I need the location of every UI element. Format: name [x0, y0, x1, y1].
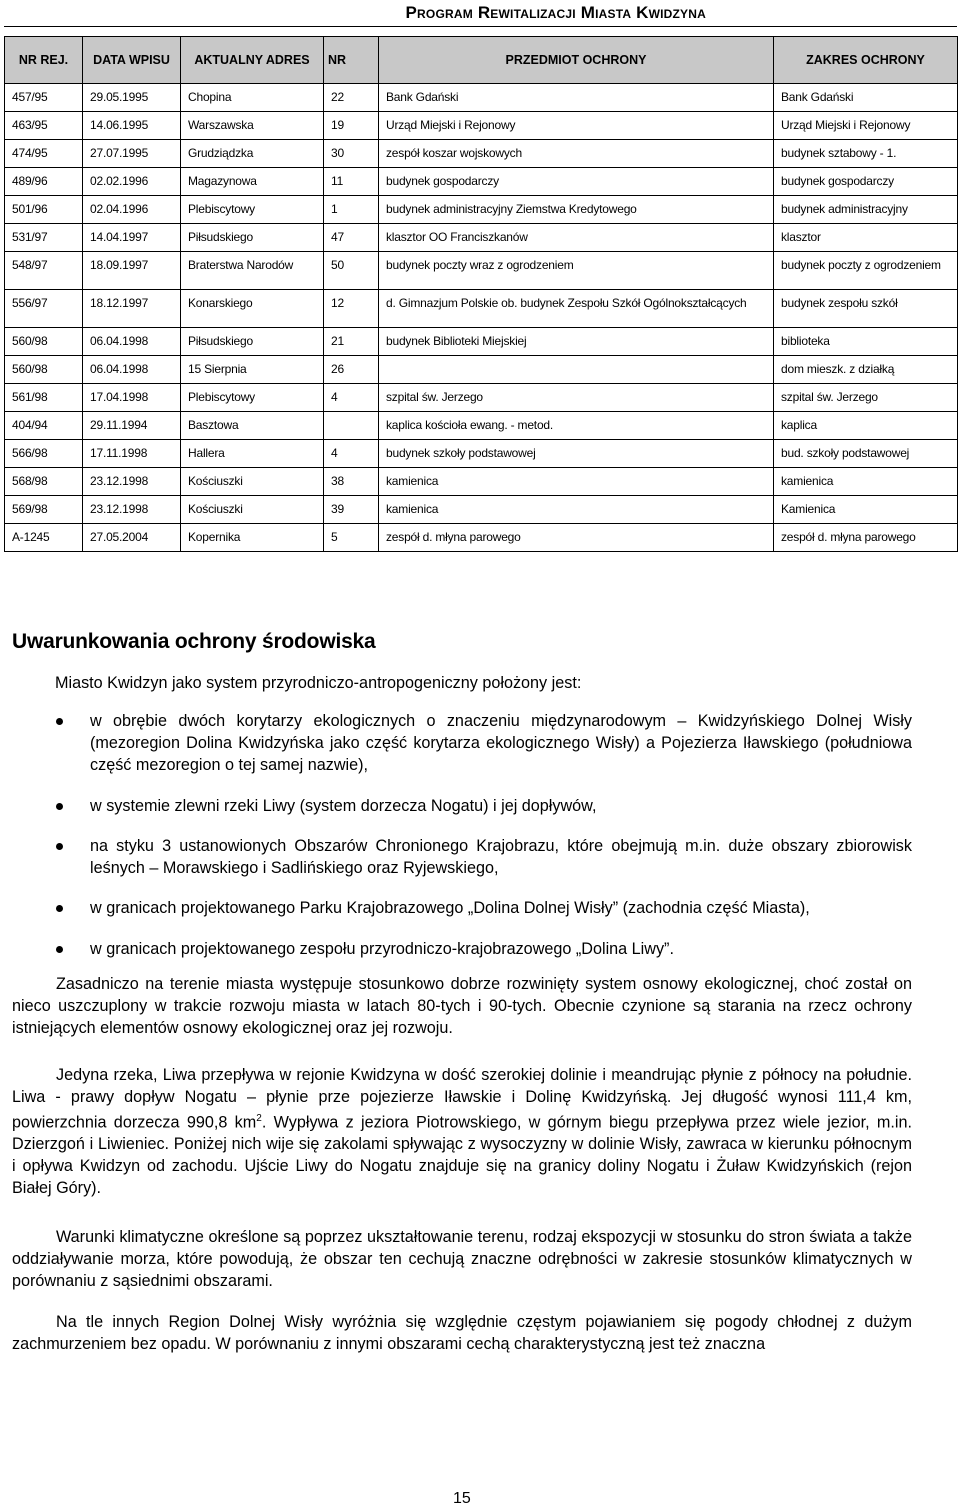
cell-protection-scope: bud. szkoły podstawowej: [774, 440, 958, 468]
monuments-register-table: [4, 36, 958, 552]
table-row: [5, 496, 958, 524]
table-row: [5, 524, 958, 552]
cell-protection-scope: kaplica: [774, 412, 958, 440]
paragraph-text-part: Jedyna rzeka, Liwa przepływa w rejonie Kwidzyna w dość szerokiej dolinie i meandrując płynie z północy na południe. Liwa - prawy dopływ Nogatu – płynie prze pojezierze Iławskie i Dolinę Kwidzyńską. Jej długość wynosi 111,4 km, powierzchnia dorzecza 990,8 km: [12, 1066, 912, 1132]
cell-protection-subject: klasztor OO Franciszkanów: [379, 224, 774, 252]
paragraph-text: Warunki klimatyczne określone są poprzez ukształtowanie terenu, rodzaj ekspozycji w stosunku do stron świata a także oddziaływanie morza, które powodują, że obszar ten cechują znaczne odrębności w zakresie stosunków klimatycznych w porównaniu z sąsiednimi obszarami.: [12, 1228, 912, 1290]
col-header-current-address: AKTUALNY ADRES: [181, 37, 324, 84]
cell-protection-subject: Urząd Miejski i Rejonowy: [379, 112, 774, 140]
cell-number: 50: [324, 252, 379, 290]
cell-address: Kościuszki: [181, 496, 324, 524]
cell-address: Magazynowa: [181, 168, 324, 196]
cell-entry-date: 14.04.1997: [83, 224, 181, 252]
table-body: [5, 84, 958, 552]
paragraph-climate: [12, 1226, 912, 1292]
page-header-title: Program Rewitalizacji Miasta Kwidzyna: [405, 3, 706, 22]
cell-protection-scope: budynek administracyjny: [774, 196, 958, 224]
superscript: 2: [256, 1113, 262, 1124]
paragraph-text: Na tle innych Region Dolnej Wisły wyróżnia się względnie częstym pojawianiem się pogody chłodnej z dużym zachmurzeniem bez opadu. W porównaniu z innymi obszarami cechą charakterystyczną jest też znaczna: [12, 1313, 912, 1353]
cell-protection-subject: d. Gimnazjum Polskie ob. budynek Zespołu Szkół Ogólnokształcących: [379, 290, 774, 328]
table-row: [5, 168, 958, 196]
bullet-icon: [56, 843, 63, 850]
cell-reg-number: 560/98: [5, 328, 83, 356]
cell-address: Konarskiego: [181, 290, 324, 328]
cell-address: Piłsudskiego: [181, 328, 324, 356]
location-bullet-list: [12, 710, 912, 960]
cell-protection-scope: budynek poczty z ogrodzeniem: [774, 252, 958, 290]
page-number: 15: [453, 1490, 471, 1507]
cell-protection-subject: budynek administracyjny Ziemstwa Kredytowego: [379, 196, 774, 224]
cell-protection-subject: szpital św. Jerzego: [379, 384, 774, 412]
cell-number: [324, 412, 379, 440]
cell-number: 12: [324, 290, 379, 328]
table-row: [5, 224, 958, 252]
cell-address: Grudziądzka: [181, 140, 324, 168]
paragraph-weather: [12, 1311, 912, 1355]
cell-reg-number: 474/95: [5, 140, 83, 168]
cell-entry-date: 06.04.1998: [83, 356, 181, 384]
list-item-text: w granicach projektowanego zespołu przyrodniczo-krajobrazowego „Dolina Liwy”.: [90, 940, 674, 958]
cell-entry-date: 02.04.1996: [83, 196, 181, 224]
cell-protection-scope: budynek zespołu szkół: [774, 290, 958, 328]
cell-protection-subject: budynek gospodarczy: [379, 168, 774, 196]
table-row: [5, 290, 958, 328]
cell-number: 1: [324, 196, 379, 224]
cell-protection-scope: Bank Gdański: [774, 84, 958, 112]
cell-reg-number: 457/95: [5, 84, 83, 112]
cell-reg-number: 404/94: [5, 412, 83, 440]
cell-number: 22: [324, 84, 379, 112]
table-row: [5, 196, 958, 224]
cell-protection-subject: budynek poczty wraz z ogrodzeniem: [379, 252, 774, 290]
cell-protection-scope: dom mieszk. z działką: [774, 356, 958, 384]
table-row: [5, 356, 958, 384]
cell-address: Warszawska: [181, 112, 324, 140]
cell-protection-subject: budynek szkoły podstawowej: [379, 440, 774, 468]
cell-number: 11: [324, 168, 379, 196]
cell-number: 19: [324, 112, 379, 140]
cell-protection-subject: kamienica: [379, 468, 774, 496]
paragraph-text-part: . Wypływa z jeziora Piotrowskiego, w górnym biegu przepływa przez wiele jezior, m.in. Dzierzgoń i Liwieniec. Poniżej nich wije się zakolami spływając z wysoczyzny w dolinie Wisły, zawraca w kierunku północnym i opływa Kwidzyn od zachodu. Ujście Liwy do Nogatu znajduje się na granicy doliny Nogatu i Żuław Kwidzyńskich (rejon Białej Góry).: [12, 1113, 912, 1198]
cell-protection-scope: kamienica: [774, 468, 958, 496]
cell-protection-subject: kaplica kościoła ewang. - metod.: [379, 412, 774, 440]
cell-number: 38: [324, 468, 379, 496]
cell-protection-subject: [379, 356, 774, 384]
cell-reg-number: 569/98: [5, 496, 83, 524]
paragraph-text: [12, 1064, 912, 1199]
cell-number: 26: [324, 356, 379, 384]
list-item-text: w granicach projektowanego Parku Krajobrazowego „Dolina Dolnej Wisły” (zachodnia część Miasta),: [90, 899, 810, 917]
cell-entry-date: 29.11.1994: [83, 412, 181, 440]
bullet-icon: [56, 718, 63, 725]
table-row: [5, 328, 958, 356]
paragraph-ecological-framework: [12, 973, 912, 1039]
cell-protection-subject: zespół koszar wojskowych: [379, 140, 774, 168]
cell-reg-number: 548/97: [5, 252, 83, 290]
list-item-text: w obrębie dwóch korytarzy ekologicznych o znaczeniu międzynarodowym – Kwidzyńskiego Dolnej Wisły (mezoregion Dolina Kwidzyńska jako część korytarza ekologicznego Wisły) a Pojezierza Iławskiego (południowa część mezoregion o tej samej nazwie),: [90, 712, 912, 774]
list-item: [12, 897, 912, 919]
cell-reg-number: 501/96: [5, 196, 83, 224]
list-item: [12, 835, 912, 879]
paragraph-text: Zasadniczo na terenie miasta występuje stosunkowo dobrze rozwinięty system osnowy ekologicznej, choć został on nieco uszczuplony w trakcie rozwoju miasta w latach 80-tych i 90-tych. Obecnie czynione są starania na rzecz ochrony istniejących elementów osnowy ekologicznej oraz jej rozwoju.: [12, 975, 912, 1037]
cell-address: 15 Sierpnia: [181, 356, 324, 384]
cell-number: 47: [324, 224, 379, 252]
cell-number: 30: [324, 140, 379, 168]
cell-entry-date: 06.04.1998: [83, 328, 181, 356]
list-item-text: na styku 3 ustanowionych Obszarów Chronionego Krajobrazu, które obejmują m.in. duże obszary zbiorowisk leśnych – Morawskiego i Sadlińskiego oraz Ryjewskiego,: [90, 837, 912, 877]
col-header-protection-subject: PRZEDMIOT OCHRONY: [379, 37, 774, 84]
cell-number: 21: [324, 328, 379, 356]
cell-reg-number: 561/98: [5, 384, 83, 412]
cell-reg-number: 489/96: [5, 168, 83, 196]
cell-protection-scope: Urząd Miejski i Rejonowy: [774, 112, 958, 140]
table-row: [5, 140, 958, 168]
cell-protection-scope: klasztor: [774, 224, 958, 252]
bullet-icon: [56, 946, 63, 953]
table-row: [5, 412, 958, 440]
cell-entry-date: 14.06.1995: [83, 112, 181, 140]
cell-number: 39: [324, 496, 379, 524]
cell-reg-number: 566/98: [5, 440, 83, 468]
cell-entry-date: 23.12.1998: [83, 496, 181, 524]
table-header-row: [5, 37, 958, 84]
cell-protection-subject: kamienica: [379, 496, 774, 524]
cell-protection-subject: Bank Gdański: [379, 84, 774, 112]
cell-protection-scope: zespół d. młyna parowego: [774, 524, 958, 552]
table-row: [5, 112, 958, 140]
bullet-icon: [56, 803, 63, 810]
cell-entry-date: 17.04.1998: [83, 384, 181, 412]
list-item: [12, 710, 912, 776]
cell-protection-subject: zespół d. młyna parowego: [379, 524, 774, 552]
cell-number: 5: [324, 524, 379, 552]
cell-address: Kopernika: [181, 524, 324, 552]
list-item: [12, 938, 912, 960]
section-intro: Miasto Kwidzyn jako system przyrodniczo-antropogeniczny położony jest:: [55, 674, 582, 692]
cell-address: Kościuszki: [181, 468, 324, 496]
table-row: [5, 440, 958, 468]
cell-reg-number: 560/98: [5, 356, 83, 384]
cell-entry-date: 29.05.1995: [83, 84, 181, 112]
cell-entry-date: 27.05.2004: [83, 524, 181, 552]
cell-protection-scope: budynek sztabowy - 1.: [774, 140, 958, 168]
table-row: [5, 252, 958, 290]
cell-protection-scope: budynek gospodarczy: [774, 168, 958, 196]
cell-address: Braterstwa Narodów: [181, 252, 324, 290]
cell-protection-subject: budynek Biblioteki Miejskiej: [379, 328, 774, 356]
cell-protection-scope: Kamienica: [774, 496, 958, 524]
cell-address: Chopina: [181, 84, 324, 112]
cell-address: Plebiscytowy: [181, 384, 324, 412]
list-item-text: w systemie zlewni rzeki Liwy (system dorzecza Nogatu) i jej dopływów,: [90, 797, 597, 815]
paragraph-liwa-river: [12, 1064, 912, 1199]
cell-reg-number: 463/95: [5, 112, 83, 140]
section-heading: Uwarunkowania ochrony środowiska: [12, 630, 376, 653]
cell-reg-number: A-1245: [5, 524, 83, 552]
cell-address: Plebiscytowy: [181, 196, 324, 224]
table-row: [5, 384, 958, 412]
cell-reg-number: 568/98: [5, 468, 83, 496]
cell-number: 4: [324, 440, 379, 468]
col-header-protection-scope: ZAKRES OCHRONY: [774, 37, 958, 84]
table-row: [5, 468, 958, 496]
bullet-icon: [56, 905, 63, 912]
cell-number: 4: [324, 384, 379, 412]
table-row: [5, 84, 958, 112]
header-divider: [4, 26, 957, 27]
cell-protection-scope: biblioteka: [774, 328, 958, 356]
cell-address: Hallera: [181, 440, 324, 468]
col-header-reg-number: NR REJ.: [5, 37, 83, 84]
cell-address: Piłsudskiego: [181, 224, 324, 252]
cell-reg-number: 556/97: [5, 290, 83, 328]
list-item: [12, 795, 912, 817]
cell-entry-date: 18.09.1997: [83, 252, 181, 290]
cell-protection-scope: szpital św. Jerzego: [774, 384, 958, 412]
cell-entry-date: 17.11.1998: [83, 440, 181, 468]
cell-entry-date: 02.02.1996: [83, 168, 181, 196]
cell-reg-number: 531/97: [5, 224, 83, 252]
col-header-number: NR: [324, 37, 379, 84]
cell-entry-date: 23.12.1998: [83, 468, 181, 496]
cell-entry-date: 27.07.1995: [83, 140, 181, 168]
cell-entry-date: 18.12.1997: [83, 290, 181, 328]
cell-address: Basztowa: [181, 412, 324, 440]
col-header-entry-date: DATA WPISU: [83, 37, 181, 84]
